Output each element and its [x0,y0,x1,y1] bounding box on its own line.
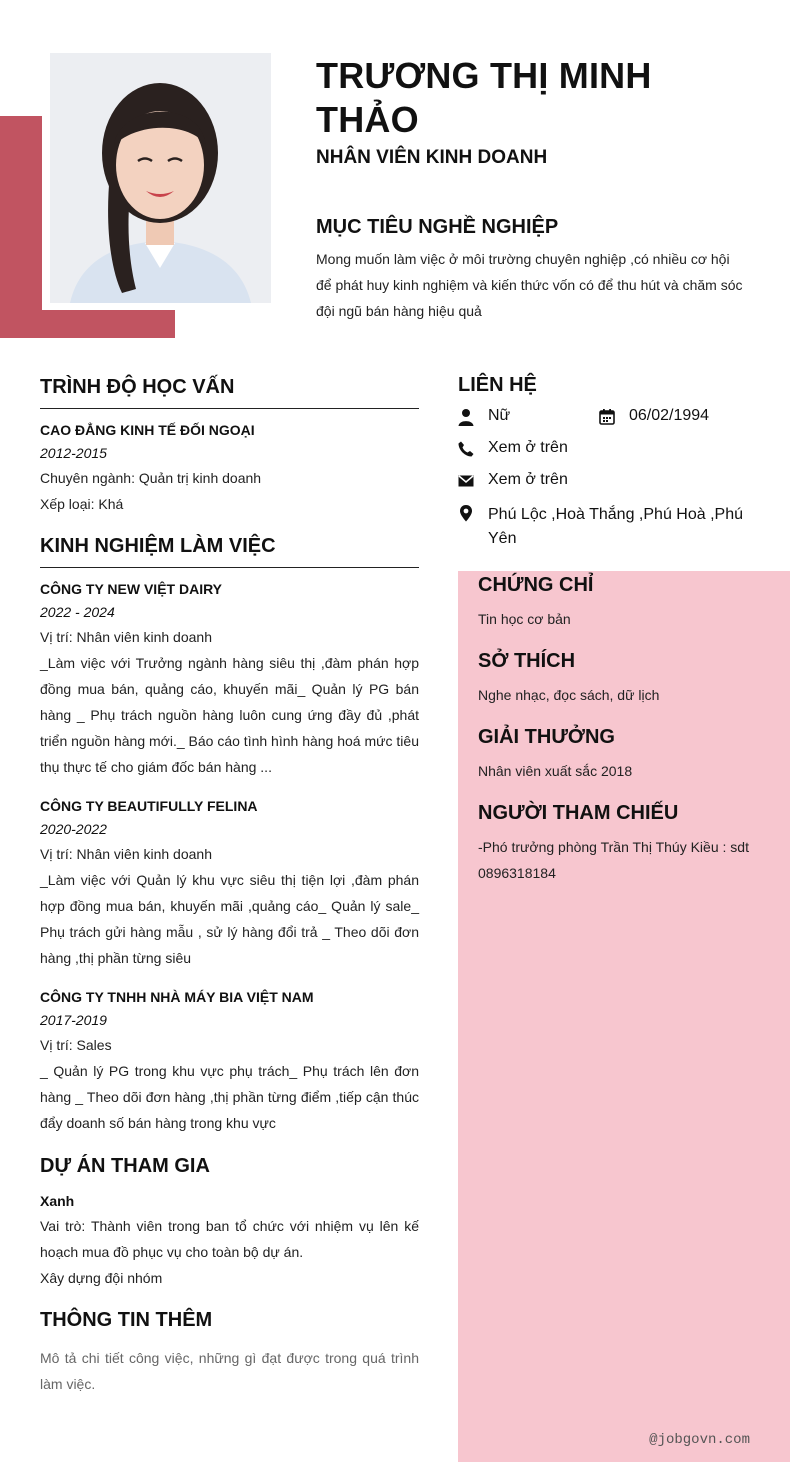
experience-heading: KINH NGHIỆM LÀM VIỆC [40,535,276,557]
job-company: CÔNG TY TNHH NHÀ MÁY BIA VIỆT NAM [40,989,314,1005]
more-info-text: Mô tả chi tiết công việc, những gì đạt được trong quá trình làm việc. [40,1350,419,1392]
job-position: Vị trí: Sales [40,1037,112,1053]
job-period: 2022 - 2024 [40,604,115,620]
accent-bar-vertical [0,116,42,338]
calendar-icon [598,408,616,426]
education-school: CAO ĐẲNG KINH TẾ ĐỐI NGOẠI [40,422,255,438]
contact-email: Xem ở trên [488,471,568,488]
profile-photo [50,53,271,303]
project-name: Xanh [40,1193,75,1209]
candidate-name: TRƯƠNG THỊ MINH THẢO [316,55,652,140]
project-role: Vai trò: Thành viên trong ban tổ chức với nhiệm vụ lên kế hoạch mua đồ phục vụ cho toàn bộ dự án. [40,1218,419,1260]
more-info-heading: THÔNG TIN THÊM [40,1309,213,1331]
certificates-text: Tin học cơ bản [478,611,571,627]
contact-gender: Nữ [488,407,511,424]
objective-heading: MỤC TIÊU NGHỀ NGHIỆP [316,216,559,238]
contact-heading: LIÊN HỆ [458,374,537,396]
job-description: _Làm việc với Trưởng ngành hàng siêu thị ,đàm phán hợp đồng mua bán, quảng cáo, khuyến mãi_ Quản lý PG bán hàng _ Phụ trách nguồn hàng luôn cung ứng đầy đủ ,phát triển nguồn hàng mới._ Báo cáo tình hình hàng hoá mức tiêu thụ thực tế cho giám đốc bán hàng ... [40,655,419,775]
phone-icon [457,440,475,458]
certificates-heading: CHỨNG CHỈ [478,574,594,596]
education-major: Chuyên ngành: Quản trị kinh doanh [40,470,262,486]
job-period: 2020-2022 [40,821,107,837]
project-extra: Xây dựng đội nhóm [40,1270,163,1286]
watermark-text: @jobgovn.com [649,1432,750,1448]
awards-heading: GIẢI THƯỞNG [478,726,615,748]
job-description: _Làm việc với Quản lý khu vực siêu thị tiện lợi ,đàm phán hợp đồng mua bán, khuyến mãi ,quảng cáo_ Quản lý sale_ Phụ trách gửi hàng mẫu , sử lý hàng đổi trả _ Theo dõi đơn hàng ,thị phần từng siêu [40,872,419,966]
hobbies-heading: SỞ THÍCH [478,650,576,672]
job-position: Vị trí: Nhân viên kinh doanh [40,629,212,645]
job-position: Vị trí: Nhân viên kinh doanh [40,846,212,862]
contact-address: Phú Lộc ,Hoà Thắng ,Phú Hoà ,Phú Yên [488,506,743,547]
accent-bar-horizontal [0,310,175,338]
awards-text: Nhân viên xuất sắc 2018 [478,763,633,779]
references-text: -Phó trưởng phòng Trần Thị Thúy Kiều : sdt 0896318184 [478,839,749,881]
person-icon [457,408,475,426]
hobbies-text: Nghe nhạc, đọc sách, dữ lịch [478,687,660,703]
job-description: _ Quản lý PG trong khu vực phụ trách_ Phụ trách lên đơn hàng _ Theo dõi đơn hàng ,thị phần từng điểm ,tiếp cận thúc đẩy doanh số bán hàng trong khu vực [40,1063,419,1131]
contact-birthday: 06/02/1994 [629,407,710,424]
objective-text: Mong muốn làm việc ở môi trường chuyên nghiệp ,có nhiều cơ hội để phát huy kinh nghiệm và kiến thức vốn có để thu hút và chăm sóc đội ngũ bán hàng hiệu quả [316,251,743,319]
education-years: 2012-2015 [40,445,107,461]
education-grade: Xếp loại: Khá [40,496,124,512]
contact-phone: Xem ở trên [488,439,568,456]
job-period: 2017-2019 [40,1012,107,1028]
projects-heading: DỰ ÁN THAM GIA [40,1155,210,1177]
job-company: CÔNG TY NEW VIỆT DAIRY [40,581,223,597]
job-company: CÔNG TY BEAUTIFULLY FELINA [40,798,258,814]
education-heading: TRÌNH ĐỘ HỌC VẤN [40,376,235,398]
experience-divider [40,567,419,568]
references-heading: NGƯỜI THAM CHIẾU [478,802,679,824]
location-pin-icon [457,504,475,522]
education-divider [40,408,419,409]
job-title: NHÂN VIÊN KINH DOANH [316,147,548,168]
mail-icon [457,472,475,490]
